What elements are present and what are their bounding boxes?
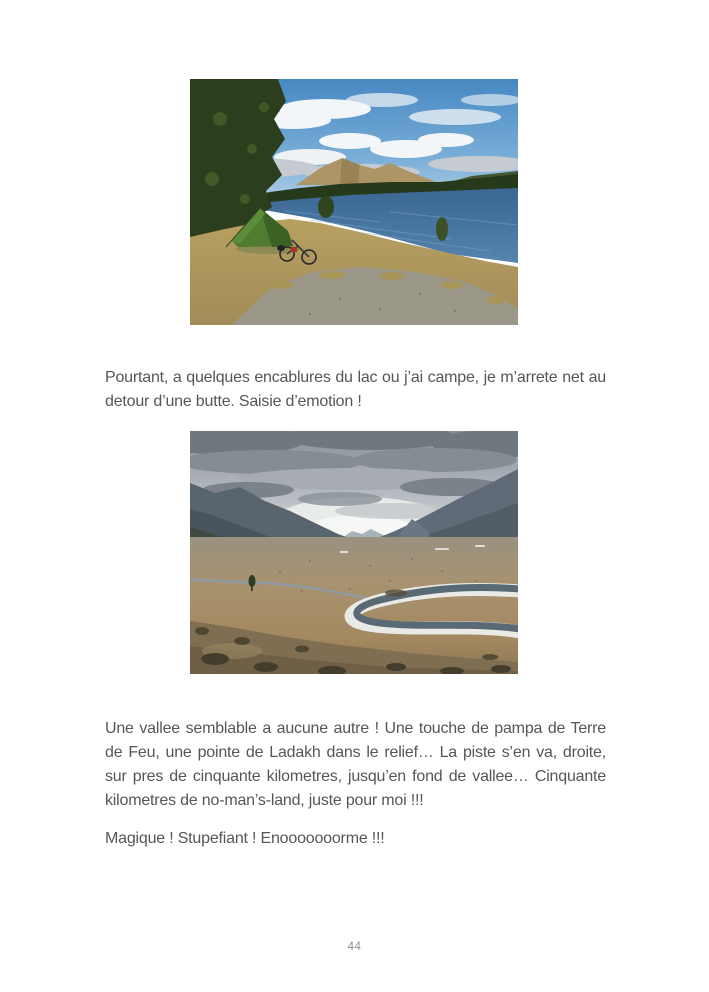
valley-river-photo bbox=[190, 431, 518, 674]
river-shrubs bbox=[385, 590, 407, 597]
lakeside-camp-photo bbox=[190, 79, 518, 325]
paragraph-1: Pourtant, a quelques encablures du lac ou j’ai campe, je m’arrete net au detour d’une butte. Saisie d’emotion ! bbox=[105, 369, 606, 410]
shrub bbox=[318, 196, 334, 218]
lakeside-camp-illustration bbox=[190, 79, 518, 325]
page-number: 44 bbox=[347, 941, 362, 953]
bank-shrub bbox=[436, 217, 448, 241]
paragraph-3: Magique ! Stupefiant ! Enooooooorme !!! bbox=[105, 830, 385, 847]
paragraph-2: Une vallee semblable a aucune autre ! Une touche de pampa de Terre de Feu, une pointe de Ladakh dans le relief… La piste s’en va, droite, sur pres de cinquante kilometres, jusqu’en fond de vallee… Cinquante kilometres de no-man’s-land, juste pour moi !!! bbox=[105, 720, 606, 809]
conifer-trees bbox=[190, 79, 286, 239]
valley-illustration bbox=[190, 431, 518, 674]
